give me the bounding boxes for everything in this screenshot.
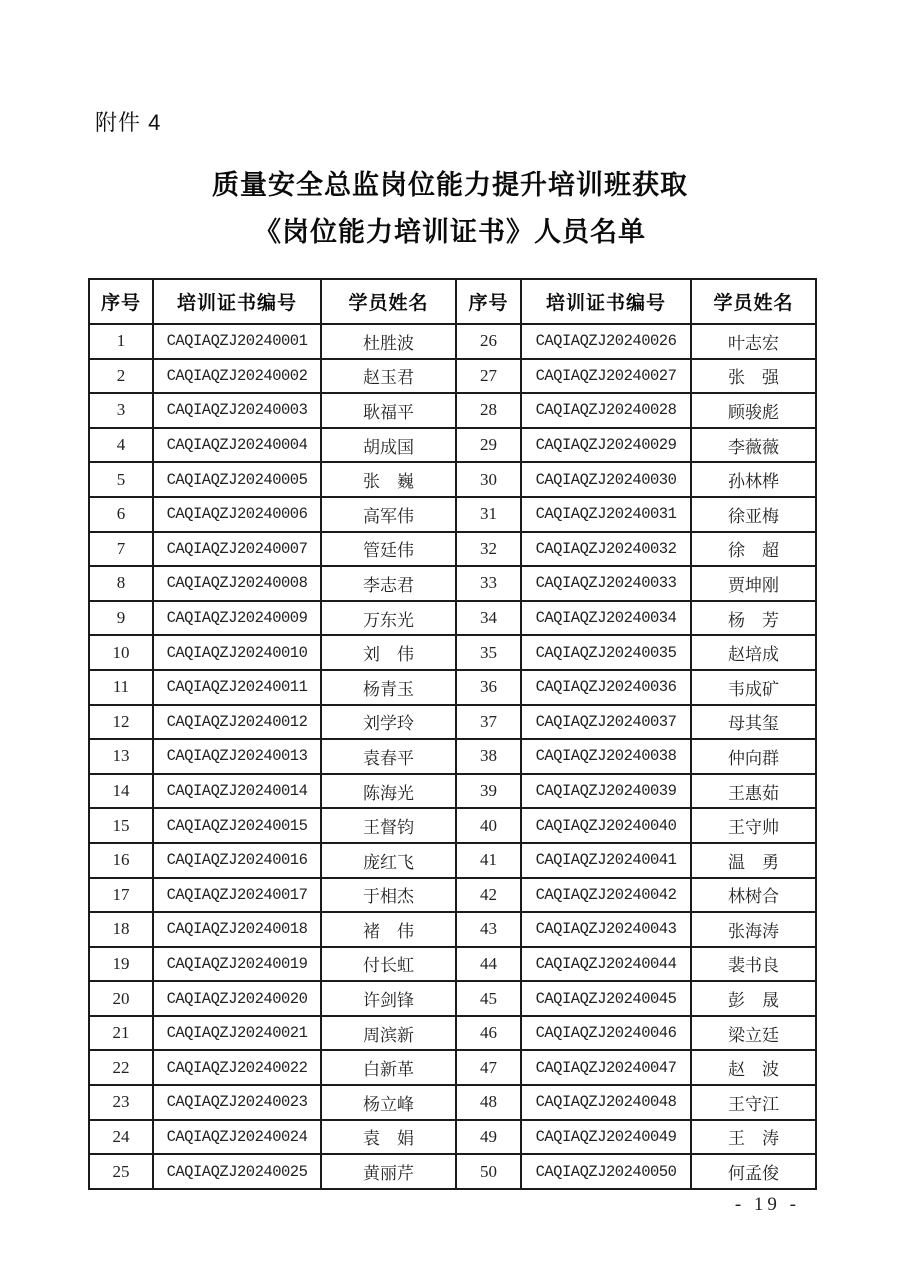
student-name-cell: 赵玉君 [321, 359, 456, 394]
cert-no-cell: CAQIAQZJ20240021 [153, 1016, 321, 1051]
cert-no-cell: CAQIAQZJ20240040 [521, 808, 691, 843]
roster-table [88, 278, 817, 1190]
table-row [89, 670, 816, 705]
student-name-cell: 陈海光 [321, 774, 456, 809]
seq-cell: 48 [456, 1085, 521, 1120]
cert-no-cell: CAQIAQZJ20240028 [521, 393, 691, 428]
seq-cell: 26 [456, 324, 521, 359]
table-row [89, 739, 816, 774]
table-row [89, 705, 816, 740]
cert-no-cell: CAQIAQZJ20240034 [521, 601, 691, 636]
student-name-cell: 白新革 [321, 1050, 456, 1085]
seq-cell: 13 [89, 739, 153, 774]
cert-no-cell: CAQIAQZJ20240035 [521, 635, 691, 670]
cert-no-cell: CAQIAQZJ20240012 [153, 705, 321, 740]
table-row [89, 428, 816, 463]
column-header-cert-no-right: 培训证书编号 [521, 279, 691, 324]
document-title-line2: 《岗位能力培训证书》人员名单 [254, 217, 646, 247]
cert-no-cell: CAQIAQZJ20240030 [521, 462, 691, 497]
seq-cell: 50 [456, 1154, 521, 1189]
student-name-cell: 张海涛 [691, 912, 816, 947]
student-name-cell: 张 强 [691, 359, 816, 394]
cert-no-cell: CAQIAQZJ20240013 [153, 739, 321, 774]
seq-cell: 47 [456, 1050, 521, 1085]
student-name-cell: 徐 超 [691, 532, 816, 567]
table-row [89, 462, 816, 497]
table-row [89, 947, 816, 982]
student-name-cell: 许剑锋 [321, 981, 456, 1016]
student-name-cell: 杜胜波 [321, 324, 456, 359]
cert-no-cell: CAQIAQZJ20240014 [153, 774, 321, 809]
student-name-cell: 徐亚梅 [691, 497, 816, 532]
roster-table-body [89, 324, 816, 1189]
seq-cell: 33 [456, 566, 521, 601]
cert-no-cell: CAQIAQZJ20240016 [153, 843, 321, 878]
student-name-cell: 杨立峰 [321, 1085, 456, 1120]
seq-cell: 6 [89, 497, 153, 532]
cert-no-cell: CAQIAQZJ20240049 [521, 1120, 691, 1155]
table-row [89, 912, 816, 947]
cert-no-cell: CAQIAQZJ20240036 [521, 670, 691, 705]
seq-cell: 35 [456, 635, 521, 670]
table-row [89, 1016, 816, 1051]
seq-cell: 49 [456, 1120, 521, 1155]
seq-cell: 42 [456, 878, 521, 913]
cert-no-cell: CAQIAQZJ20240043 [521, 912, 691, 947]
header-row [89, 279, 816, 324]
table-row [89, 1154, 816, 1189]
cert-no-cell: CAQIAQZJ20240045 [521, 981, 691, 1016]
seq-cell: 17 [89, 878, 153, 913]
page-number: - 19 - [734, 1194, 800, 1215]
seq-cell: 41 [456, 843, 521, 878]
seq-cell: 15 [89, 808, 153, 843]
table-row [89, 324, 816, 359]
cert-no-cell: CAQIAQZJ20240048 [521, 1085, 691, 1120]
cert-no-cell: CAQIAQZJ20240044 [521, 947, 691, 982]
cert-no-cell: CAQIAQZJ20240027 [521, 359, 691, 394]
cert-no-cell: CAQIAQZJ20240038 [521, 739, 691, 774]
table-row [89, 843, 816, 878]
table-row [89, 1050, 816, 1085]
table-row [89, 878, 816, 913]
student-name-cell: 赵 波 [691, 1050, 816, 1085]
column-header-cert-no-left: 培训证书编号 [153, 279, 321, 324]
student-name-cell: 袁 娟 [321, 1120, 456, 1155]
seq-cell: 30 [456, 462, 521, 497]
cert-no-cell: CAQIAQZJ20240017 [153, 878, 321, 913]
seq-cell: 14 [89, 774, 153, 809]
cert-no-cell: CAQIAQZJ20240041 [521, 843, 691, 878]
cert-no-cell: CAQIAQZJ20240037 [521, 705, 691, 740]
student-name-cell: 李志君 [321, 566, 456, 601]
seq-cell: 43 [456, 912, 521, 947]
table-row [89, 601, 816, 636]
seq-cell: 29 [456, 428, 521, 463]
cert-no-cell: CAQIAQZJ20240029 [521, 428, 691, 463]
student-name-cell: 于相杰 [321, 878, 456, 913]
seq-cell: 38 [456, 739, 521, 774]
seq-cell: 39 [456, 774, 521, 809]
table-row [89, 566, 816, 601]
seq-cell: 19 [89, 947, 153, 982]
student-name-cell: 韦成矿 [691, 670, 816, 705]
student-name-cell: 顾骏彪 [691, 393, 816, 428]
student-name-cell: 刘学玲 [321, 705, 456, 740]
column-header-name-left: 学员姓名 [321, 279, 456, 324]
student-name-cell: 叶志宏 [691, 324, 816, 359]
cert-no-cell: CAQIAQZJ20240011 [153, 670, 321, 705]
seq-cell: 4 [89, 428, 153, 463]
student-name-cell: 王 涛 [691, 1120, 816, 1155]
cert-no-cell: CAQIAQZJ20240007 [153, 532, 321, 567]
table-row [89, 635, 816, 670]
seq-cell: 32 [456, 532, 521, 567]
seq-cell: 10 [89, 635, 153, 670]
cert-no-cell: CAQIAQZJ20240002 [153, 359, 321, 394]
table-row [89, 1085, 816, 1120]
student-name-cell: 袁春平 [321, 739, 456, 774]
seq-cell: 16 [89, 843, 153, 878]
table-row [89, 774, 816, 809]
seq-cell: 46 [456, 1016, 521, 1051]
seq-cell: 22 [89, 1050, 153, 1085]
cert-no-cell: CAQIAQZJ20240008 [153, 566, 321, 601]
cert-no-cell: CAQIAQZJ20240020 [153, 981, 321, 1016]
cert-no-cell: CAQIAQZJ20240001 [153, 324, 321, 359]
seq-cell: 25 [89, 1154, 153, 1189]
student-name-cell: 王惠茹 [691, 774, 816, 809]
cert-no-cell: CAQIAQZJ20240033 [521, 566, 691, 601]
student-name-cell: 高军伟 [321, 497, 456, 532]
student-name-cell: 张 巍 [321, 462, 456, 497]
cert-no-cell: CAQIAQZJ20240005 [153, 462, 321, 497]
student-name-cell: 耿福平 [321, 393, 456, 428]
seq-cell: 40 [456, 808, 521, 843]
cert-no-cell: CAQIAQZJ20240022 [153, 1050, 321, 1085]
column-header-seq-right: 序号 [456, 279, 521, 324]
column-header-seq-left: 序号 [89, 279, 153, 324]
document-title-line1: 质量安全总监岗位能力提升培训班获取 [212, 170, 688, 200]
seq-cell: 7 [89, 532, 153, 567]
student-name-cell: 仲向群 [691, 739, 816, 774]
student-name-cell: 杨青玉 [321, 670, 456, 705]
cert-no-cell: CAQIAQZJ20240025 [153, 1154, 321, 1189]
student-name-cell: 裴书良 [691, 947, 816, 982]
table-row [89, 532, 816, 567]
table-row [89, 981, 816, 1016]
cert-no-cell: CAQIAQZJ20240003 [153, 393, 321, 428]
cert-no-cell: CAQIAQZJ20240024 [153, 1120, 321, 1155]
table-row [89, 1120, 816, 1155]
seq-cell: 23 [89, 1085, 153, 1120]
cert-no-cell: CAQIAQZJ20240009 [153, 601, 321, 636]
cert-no-cell: CAQIAQZJ20240018 [153, 912, 321, 947]
cert-no-cell: CAQIAQZJ20240015 [153, 808, 321, 843]
seq-cell: 1 [89, 324, 153, 359]
student-name-cell: 王守江 [691, 1085, 816, 1120]
cert-no-cell: CAQIAQZJ20240032 [521, 532, 691, 567]
cert-no-cell: CAQIAQZJ20240010 [153, 635, 321, 670]
cert-no-cell: CAQIAQZJ20240026 [521, 324, 691, 359]
table-row [89, 497, 816, 532]
cert-no-cell: CAQIAQZJ20240039 [521, 774, 691, 809]
student-name-cell: 万东光 [321, 601, 456, 636]
student-name-cell: 母其玺 [691, 705, 816, 740]
seq-cell: 9 [89, 601, 153, 636]
student-name-cell: 贾坤刚 [691, 566, 816, 601]
cert-no-cell: CAQIAQZJ20240042 [521, 878, 691, 913]
student-name-cell: 孙林桦 [691, 462, 816, 497]
seq-cell: 24 [89, 1120, 153, 1155]
column-header-name-right: 学员姓名 [691, 279, 816, 324]
seq-cell: 45 [456, 981, 521, 1016]
student-name-cell: 赵培成 [691, 635, 816, 670]
seq-cell: 3 [89, 393, 153, 428]
student-name-cell: 梁立廷 [691, 1016, 816, 1051]
cert-no-cell: CAQIAQZJ20240047 [521, 1050, 691, 1085]
student-name-cell: 管廷伟 [321, 532, 456, 567]
seq-cell: 36 [456, 670, 521, 705]
seq-cell: 27 [456, 359, 521, 394]
student-name-cell: 杨 芳 [691, 601, 816, 636]
seq-cell: 31 [456, 497, 521, 532]
cert-no-cell: CAQIAQZJ20240019 [153, 947, 321, 982]
table-row [89, 393, 816, 428]
student-name-cell: 付长虹 [321, 947, 456, 982]
student-name-cell: 庞红飞 [321, 843, 456, 878]
seq-cell: 5 [89, 462, 153, 497]
student-name-cell: 褚 伟 [321, 912, 456, 947]
seq-cell: 20 [89, 981, 153, 1016]
table-row [89, 359, 816, 394]
cert-no-cell: CAQIAQZJ20240004 [153, 428, 321, 463]
seq-cell: 8 [89, 566, 153, 601]
seq-cell: 2 [89, 359, 153, 394]
seq-cell: 28 [456, 393, 521, 428]
student-name-cell: 李薇薇 [691, 428, 816, 463]
student-name-cell: 林树合 [691, 878, 816, 913]
student-name-cell: 彭 晟 [691, 981, 816, 1016]
seq-cell: 11 [89, 670, 153, 705]
table-row [89, 808, 816, 843]
cert-no-cell: CAQIAQZJ20240006 [153, 497, 321, 532]
seq-cell: 34 [456, 601, 521, 636]
seq-cell: 21 [89, 1016, 153, 1051]
student-name-cell: 黄丽芹 [321, 1154, 456, 1189]
seq-cell: 18 [89, 912, 153, 947]
seq-cell: 44 [456, 947, 521, 982]
attachment-label: 附件 4 [95, 110, 162, 135]
student-name-cell: 王督钧 [321, 808, 456, 843]
student-name-cell: 何孟俊 [691, 1154, 816, 1189]
cert-no-cell: CAQIAQZJ20240050 [521, 1154, 691, 1189]
seq-cell: 12 [89, 705, 153, 740]
student-name-cell: 刘 伟 [321, 635, 456, 670]
cert-no-cell: CAQIAQZJ20240023 [153, 1085, 321, 1120]
cert-no-cell: CAQIAQZJ20240031 [521, 497, 691, 532]
seq-cell: 37 [456, 705, 521, 740]
student-name-cell: 周滨新 [321, 1016, 456, 1051]
student-name-cell: 温 勇 [691, 843, 816, 878]
student-name-cell: 王守帅 [691, 808, 816, 843]
cert-no-cell: CAQIAQZJ20240046 [521, 1016, 691, 1051]
student-name-cell: 胡成国 [321, 428, 456, 463]
